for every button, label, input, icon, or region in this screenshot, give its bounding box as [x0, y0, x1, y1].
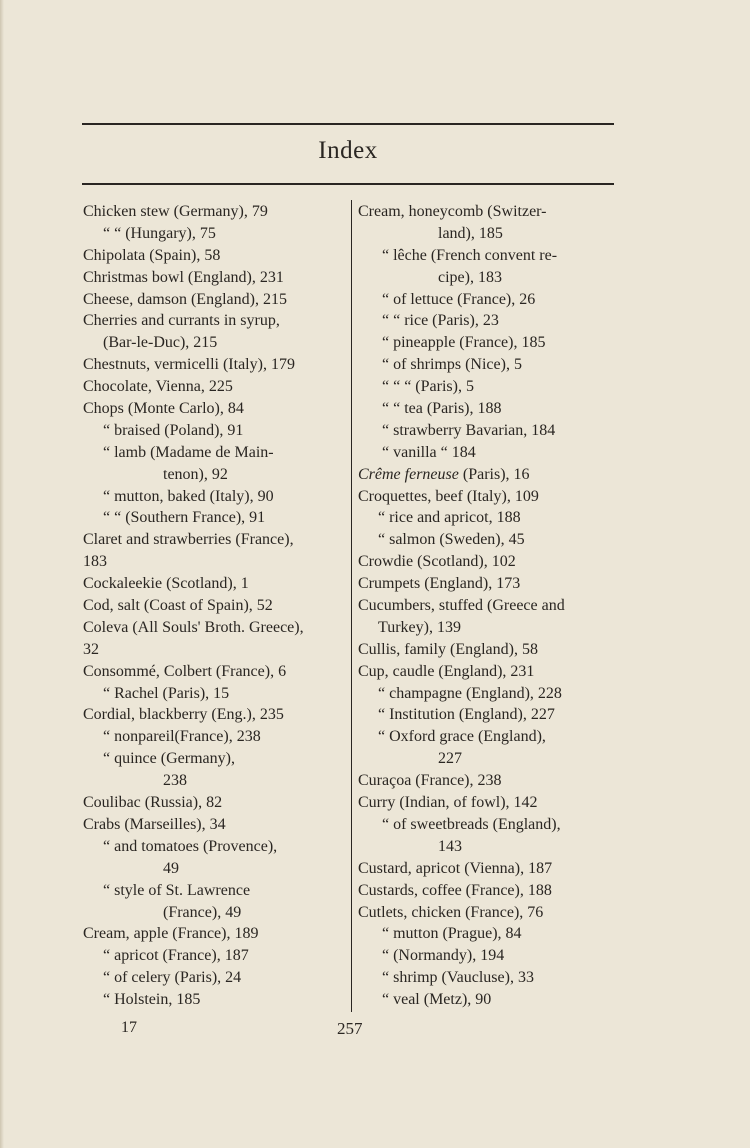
index-entry	[358, 967, 620, 989]
header-rule-bottom	[82, 183, 614, 185]
index-entry-text: 238	[163, 772, 187, 790]
signature-mark: 17	[121, 1019, 137, 1036]
index-entry-text: Cordial, blackberry (Eng.), 235	[83, 706, 284, 724]
index-entry-text: 183	[83, 553, 107, 571]
index-entry	[83, 945, 345, 967]
index-entry	[83, 442, 345, 464]
index-entry	[358, 989, 620, 1011]
index-entry	[358, 770, 620, 792]
index-entry	[83, 814, 345, 836]
index-entry-text: Cucumbers, stuffed (Greece and	[358, 597, 565, 615]
index-entry-text: “ Rachel (Paris), 15	[103, 684, 230, 702]
index-entry-text: “ braised (Poland), 91	[103, 421, 244, 439]
index-entry	[358, 639, 620, 661]
index-entry	[358, 267, 620, 289]
index-entry-text: Cheese, damson (England), 215	[83, 290, 287, 308]
index-column-right	[358, 201, 620, 1011]
index-entry	[83, 726, 345, 748]
index-entry	[358, 683, 620, 705]
index-entry-text: Chocolate, Vienna, 225	[83, 378, 233, 396]
index-entry	[358, 310, 620, 332]
index-entry	[83, 201, 345, 223]
index-entry	[83, 617, 345, 639]
index-entry	[358, 617, 620, 639]
index-entry	[83, 770, 345, 792]
index-entry	[83, 354, 345, 376]
index-entry-text: Cream, honeycomb (Switzer-	[358, 203, 547, 220]
index-column-left	[83, 201, 345, 1011]
index-entry-text: Cherries and currants in syrup,	[83, 312, 280, 330]
index-entry	[83, 398, 345, 420]
index-entry	[358, 289, 620, 311]
index-entry	[358, 223, 620, 245]
index-entry-text: “ “ (Southern France), 91	[103, 509, 266, 527]
page-number: 257	[337, 1019, 363, 1038]
index-entry	[358, 814, 620, 836]
index-entry	[358, 442, 620, 464]
index-entry	[358, 245, 620, 267]
index-entry-text: “ lamb (Madame de Main-	[103, 443, 274, 461]
index-entry-text: “ “ rice (Paris), 23	[382, 312, 499, 330]
index-entry-text: Cod, salt (Coast of Spain), 52	[83, 597, 273, 615]
index-entry-text: Curry (Indian, of fowl), 142	[358, 794, 538, 812]
index-entry	[83, 880, 345, 902]
index-entry-text: Crabs (Marseilles), 34	[83, 815, 226, 833]
index-entry-text: Croquettes, beef (Italy), 109	[358, 487, 539, 505]
index-entry-text: “ “ “ (Paris), 5	[382, 378, 474, 396]
index-entry	[83, 836, 345, 858]
index-entry	[83, 245, 345, 267]
index-entry-text: “ strawberry Bavarian, 184	[382, 421, 556, 439]
index-entry-text: 32	[83, 640, 99, 658]
index-entry	[358, 551, 620, 573]
page-edge	[0, 0, 4, 1148]
index-entry-text: Chicken stew (Germany), 79	[83, 203, 268, 220]
index-entry-text: “ champagne (England), 228	[378, 684, 562, 702]
index-entry	[83, 902, 345, 924]
index-entry-text: “ of shrimps (Nice), 5	[382, 356, 522, 374]
index-entry-text: “ of celery (Paris), 24	[103, 969, 242, 987]
index-entry-text: land), 185	[438, 224, 503, 242]
index-entry-text: “ pineapple (France), 185	[382, 334, 546, 352]
index-entry	[358, 836, 620, 858]
index-entry-text: tenon), 92	[163, 465, 228, 483]
index-entry	[358, 792, 620, 814]
index-entry	[358, 398, 620, 420]
index-entry-text: “ quince (Germany),	[103, 750, 235, 768]
index-entry-text: “ mutton (Prague), 84	[382, 925, 522, 943]
index-entry	[83, 792, 345, 814]
index-entry	[83, 748, 345, 770]
index-entry-text: “ of sweetbreads (England),	[382, 815, 561, 833]
index-entry-text: Chops (Monte Carlo), 84	[83, 400, 244, 418]
index-entry	[83, 289, 345, 311]
index-entry	[83, 310, 345, 332]
index-entry-text: “ style of St. Lawrence	[103, 881, 251, 899]
index-entry-text: Crumpets (England), 173	[358, 575, 521, 593]
index-entry	[358, 748, 620, 770]
index-entry-text: Chestnuts, vermicelli (Italy), 179	[83, 356, 295, 374]
index-entry-text: “ “ (Hungary), 75	[103, 224, 216, 242]
index-entry	[83, 704, 345, 726]
index-entry-text: “ of lettuce (France), 26	[382, 290, 536, 308]
index-entry-text: Cup, caudle (England), 231	[358, 662, 535, 680]
index-entry-text: “ veal (Metz), 90	[382, 991, 492, 1009]
index-entry-text: “ nonpareil(France), 238	[103, 728, 261, 746]
index-entry-text: (France), 49	[163, 903, 242, 921]
index-entry	[83, 858, 345, 880]
index-entry-text: “ rice and apricot, 188	[378, 509, 521, 527]
index-entry	[83, 923, 345, 945]
index-entry-text: Claret and strawberries (France),	[83, 531, 294, 549]
index-entry	[83, 464, 345, 486]
index-entry	[358, 420, 620, 442]
index-entry-text: Cutlets, chicken (France), 76	[358, 903, 544, 921]
index-entry	[358, 704, 620, 726]
index-entry-text: cipe), 183	[438, 268, 502, 286]
index-entry	[83, 486, 345, 508]
index-entry-text: Christmas bowl (England), 231	[83, 268, 284, 286]
index-entry-text: “ (Normandy), 194	[382, 947, 505, 965]
index-entry	[358, 376, 620, 398]
index-entry	[358, 726, 620, 748]
index-entry	[358, 332, 620, 354]
index-entry-text: “ shrimp (Vaucluse), 33	[382, 969, 534, 987]
column-divider	[351, 200, 352, 1012]
index-entry-text: Crowdie (Scotland), 102	[358, 553, 516, 571]
index-entry	[83, 551, 345, 573]
index-entry	[83, 683, 345, 705]
index-entry	[83, 529, 345, 551]
index-entry	[83, 989, 345, 1011]
index-entry	[358, 529, 620, 551]
index-entry-text: “ “ tea (Paris), 188	[382, 400, 502, 418]
index-entry-text: “ Oxford grace (England),	[378, 728, 546, 746]
index-entry-text: 49	[163, 859, 179, 877]
index-entry-text: “ mutton, baked (Italy), 90	[103, 487, 274, 505]
index-entry	[358, 354, 620, 376]
index-entry	[358, 661, 620, 683]
index-entry	[83, 420, 345, 442]
index-entry-text: “ Institution (England), 227	[378, 706, 555, 724]
index-entry	[358, 858, 620, 880]
index-entry-suffix: (Paris), 16	[458, 465, 530, 483]
index-entry	[83, 573, 345, 595]
index-entry	[358, 902, 620, 924]
index-entry-text: Curaçoa (France), 238	[358, 772, 502, 790]
index-entry-text: “ apricot (France), 187	[103, 947, 249, 965]
index-entry-text: 227	[438, 750, 462, 768]
index-entry-text: Coleva (All Souls' Broth. Greece),	[83, 618, 304, 636]
index-entry-text: Custard, apricot (Vienna), 187	[358, 859, 553, 877]
index-entry-text: Chipolata (Spain), 58	[83, 246, 221, 264]
index-entry-text: “ salmon (Sweden), 45	[378, 531, 525, 549]
index-entry	[83, 507, 345, 529]
header-rule-top	[82, 123, 614, 125]
index-entry	[83, 223, 345, 245]
index-entry	[358, 573, 620, 595]
index-entry	[358, 880, 620, 902]
index-entry	[358, 201, 620, 223]
index-entry	[83, 595, 345, 617]
index-entry-text: Crême ferneuse	[358, 465, 459, 483]
index-entry	[83, 376, 345, 398]
index-entry-text: “ and tomatoes (Provence),	[103, 837, 278, 855]
index-entry	[83, 639, 345, 661]
index-entry-text: (Bar-le-Duc), 215	[103, 334, 218, 352]
index-entry-text: Custards, coffee (France), 188	[358, 881, 552, 899]
index-entry	[358, 595, 620, 617]
index-entry-text: “ Holstein, 185	[103, 991, 201, 1009]
index-entry-text: “ vanilla “ 184	[382, 443, 476, 461]
index-entry	[358, 923, 620, 945]
index-entry	[83, 967, 345, 989]
index-entry	[83, 332, 345, 354]
index-entry	[358, 507, 620, 529]
page-title: Index	[318, 137, 378, 164]
index-entry-text: Cockaleekie (Scotland), 1	[83, 575, 249, 593]
index-entry-text: “ lêche (French convent re-	[382, 246, 558, 264]
index-entry-text: Cream, apple (France), 189	[83, 925, 259, 943]
index-entry	[83, 267, 345, 289]
index-entry	[358, 945, 620, 967]
index-entry-text: Turkey), 139	[378, 618, 461, 636]
index-entry	[358, 464, 620, 486]
index-entry-text: Cullis, family (England), 58	[358, 640, 538, 658]
index-entry-text: Coulibac (Russia), 82	[83, 794, 223, 812]
index-entry	[358, 486, 620, 508]
index-entry-text: Consommé, Colbert (France), 6	[83, 662, 287, 680]
index-entry-text: 143	[438, 837, 462, 855]
index-entry	[83, 661, 345, 683]
